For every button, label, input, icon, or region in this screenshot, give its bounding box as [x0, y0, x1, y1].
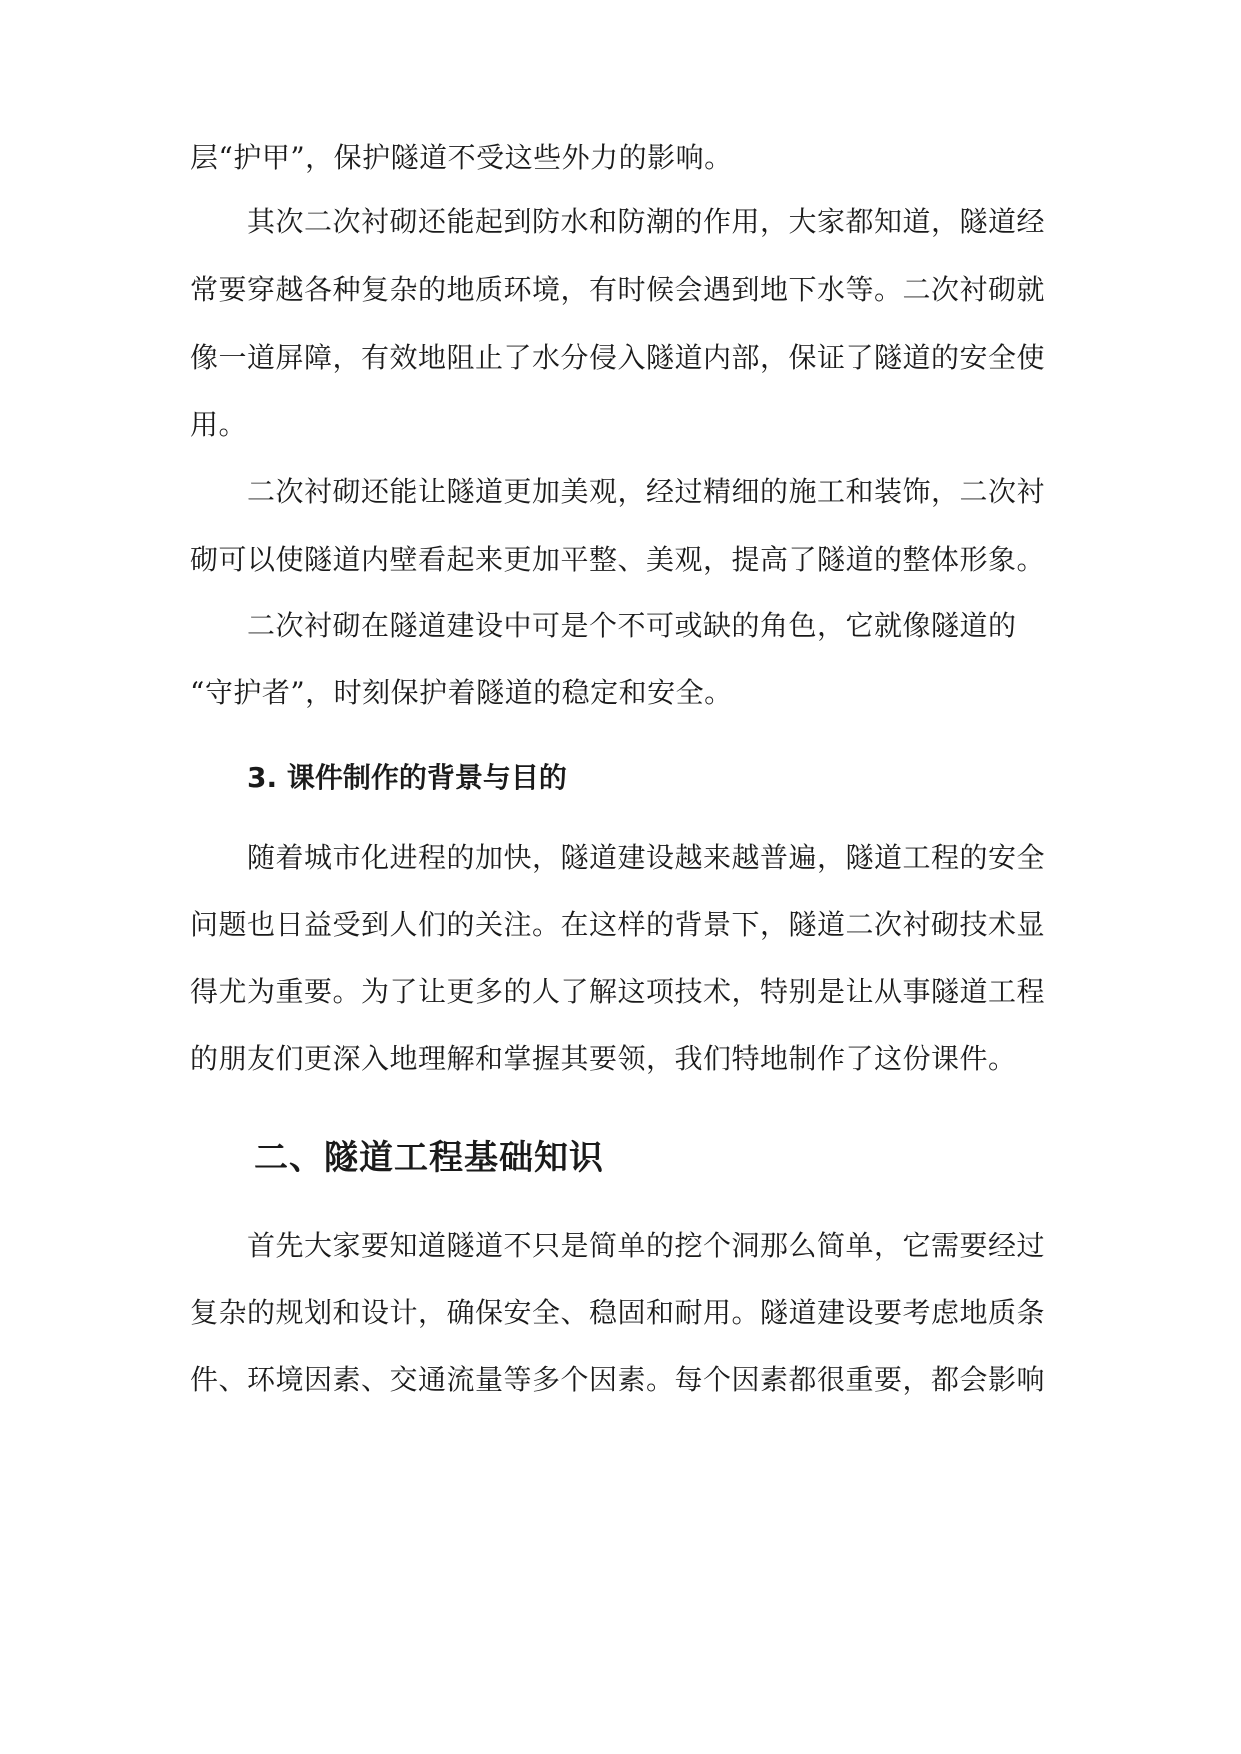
section-heading: 二、隧道工程基础知识: [254, 1138, 604, 1178]
paragraph-line: 用。: [190, 408, 248, 441]
paragraph-line: 其次二次衬砌还能起到防水和防潮的作用，大家都知道，隧道经: [247, 205, 1046, 238]
paragraph-line: 得尤为重要。为了让更多的人了解这项技术，特别是让从事隧道工程: [190, 975, 1046, 1008]
paragraph-line: 首先大家要知道隧道不只是简单的挖个洞那么简单，它需要经过: [247, 1229, 1046, 1262]
paragraph-line: 随着城市化进程的加快，隧道建设越来越普遍，隧道工程的安全: [247, 841, 1046, 874]
paragraph-line: 像一道屏障，有效地阻止了水分侵入隧道内部，保证了隧道的安全使: [190, 341, 1046, 374]
paragraph-line: 二次衬砌还能让隧道更加美观，经过精细的施工和装饰，二次衬: [247, 475, 1046, 508]
paragraph-line: “守护者”，时刻保护着隧道的稳定和安全。: [190, 676, 733, 709]
section-subheading: 3. 课件制作的背景与目的: [247, 761, 567, 794]
paragraph-line: 问题也日益受到人们的关注。在这样的背景下，隧道二次衬砌技术显: [190, 908, 1046, 941]
paragraph-line: 复杂的规划和设计，确保安全、稳固和耐用。隧道建设要考虑地质条: [190, 1296, 1046, 1329]
paragraph-line: 二次衬砌在隧道建设中可是个不可或缺的角色，它就像隧道的: [247, 609, 1017, 642]
paragraph-line: 件、环境因素、交通流量等多个因素。每个因素都很重要，都会影响: [190, 1363, 1046, 1396]
paragraph-line: 的朋友们更深入地理解和掌握其要领，我们特地制作了这份课件。: [190, 1042, 1017, 1075]
paragraph-line: 层“护甲”，保护隧道不受这些外力的影响。: [190, 141, 733, 174]
paragraph-line: 砌可以使隧道内壁看起来更加平整、美观，提高了隧道的整体形象。: [190, 543, 1046, 576]
paragraph-line: 常要穿越各种复杂的地质环境，有时候会遇到地下水等。二次衬砌就: [190, 273, 1046, 306]
